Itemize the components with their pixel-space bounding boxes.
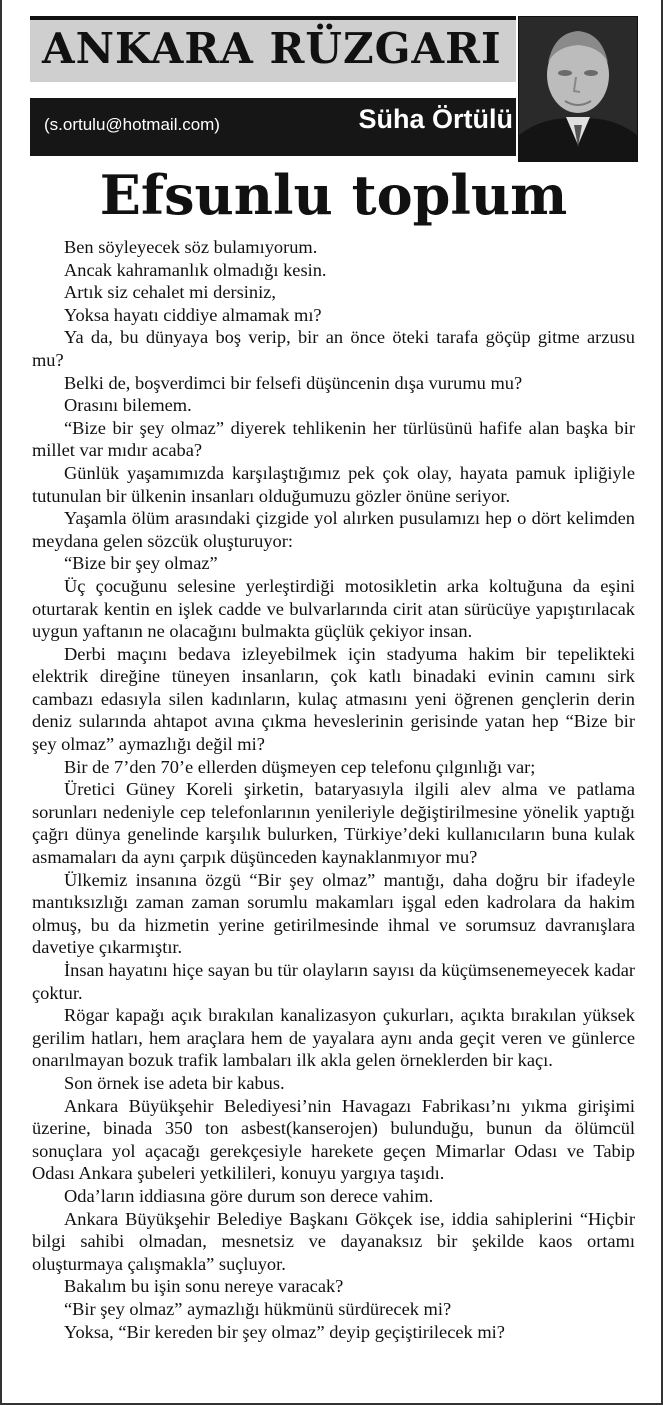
article-paragraph: Günlük yaşamımızda karşılaştığımız pek çok olay, hayata pamuk ipliğiyle tutunulan bir ülkenin insanları olduğumuzu gözler önüne seriyor. — [32, 462, 635, 506]
author-portrait-image — [519, 17, 637, 161]
article-body — [32, 236, 635, 1343]
article-paragraph: Derbi maçını bedava izleyebilmek için stadyuma hakim bir tepelikteki elektrik direğine tüneyen insanların, çok katlı binadaki evinin camını sirk cambazı edasıyla silen kadınların, kulaç atmasını yeni öğrenen gençlerin derin deniz sularında ahtapot avına çıkma heveslerinin gerisinde yatan hep “Bize bir şey olmaz” aymazlığı değil mi? — [32, 643, 635, 755]
article-paragraph: Artık siz cehalet mi dersiniz, — [64, 282, 276, 303]
article-paragraph: Yoksa, “Bir kereden bir şey olmaz” deyip geçiştirilecek mi? — [64, 1321, 505, 1342]
article-paragraph: Üç çocuğunu selesine yerleştirdiği motosikletin arka koltuğuna da eşini oturtarak kentin en işlek cadde ve bulvarlarında cirit atan sürücüye yapıştırılacak uygun yaftanın ne olacağını bulmakta güçlük çekiyor insan. — [32, 575, 635, 642]
author-email: (s.ortulu@hotmail.com) — [44, 115, 220, 134]
article-paragraph: Orasını bilemem. — [64, 395, 192, 416]
article-paragraph: İnsan hayatını hiçe sayan bu tür olayların sayısı da küçümsenemeyecek kadar çoktur. — [32, 960, 635, 1003]
article-paragraph: Bir de 7’den 70’e ellerden düşmeyen cep telefonu çılgınlığı var; — [64, 756, 536, 777]
article-paragraph: Ankara Büyükşehir Belediyesi’nin Havagazı Fabrikası’nı yıkma girişimi üzerine, binada 350 ton asbest(kanserojen) bulunduğu, bunun da ölümcül sonuçlara yol açacağı gerekçesiyle harekete geçen Mimarlar Odası ve Tabip Odası Ankara şubeleri yetkilileri, konuyu yargıya taşıdı. — [32, 1095, 635, 1184]
column-title: ANKARA RÜZGARI — [42, 24, 502, 73]
article-paragraph: Son örnek ise adeta bir kabus. — [64, 1072, 285, 1093]
author-photo — [518, 16, 638, 162]
article-paragraph: Oda’ların iddiasına göre durum son derece vahim. — [64, 1185, 434, 1206]
article-paragraph: “Bir şey olmaz” aymazlığı hükmünü sürdürecek mi? — [64, 1298, 452, 1319]
article-paragraph: “Bize bir şey olmaz” diyerek tehlikenin her türlüsünü hafife alan başka bir millet var mıdır acaba? — [32, 417, 635, 461]
article-paragraph: Ankara Büyükşehir Belediye Başkanı Gökçek ise, iddia sahiplerini “Hiçbir bilgi sahibi olmadan, mesnetsiz ve dayanaksız bir şekilde kaos ortamı oluşturmaya çalışmakla” suçluyor. — [32, 1208, 635, 1274]
article-paragraph: Üretici Güney Koreli şirketin, bataryasıyla ilgili alev alma ve patlama sorunları nedeniyle cep telefonlarının yenileriyle değiştirilmesine yönelik yaptığı çağrı dünya genelinde karşılık bulurken, Türkiye’deki kullanıcıların buna kulak asmamaları da aynı çarpık düşünceden kaynaklanmıyor mu? — [32, 779, 635, 868]
article-paragraph: “Bize bir şey olmaz” — [64, 553, 218, 574]
article-paragraph: Ya da, bu dünyaya boş verip, bir an önce öteki tarafa göçüp gitme arzusu mu? — [32, 327, 635, 370]
article-paragraph: Ancak kahramanlık olmadığı kesin. — [64, 259, 327, 280]
article-headline: Efsunlu toplum — [99, 163, 568, 227]
article-paragraph: Rögar kapağı açık bırakılan kanalizasyon çukurları, açıkta bırakılan yüksek gerilim hatları, hem araçlara hem de yayalara aynı anda geçit veren ve günlerce onarılmayan bozuk trafik lambaları ilk akla gelen örneklerden bir kaçı. — [32, 1005, 635, 1071]
article-paragraph: Yaşamla ölüm arasındaki çizgide yol alırken pusulamızı hep o dört kelimden meydana gelen sözcük oluşturuyor: — [32, 508, 635, 551]
article-paragraph: Ben söyleyecek söz bulamıyorum. — [64, 237, 318, 257]
article-paragraph: Yoksa hayatı ciddiye almamak mı? — [64, 304, 322, 325]
article-paragraph: Bakalım bu işin sonu nereye varacak? — [64, 1276, 344, 1297]
article-paragraph: Ülkemiz insanına özgü “Bir şey olmaz” mantığı, daha doğru bir ifadeyle mantıksızlığı zaman zaman sorumlu makamları işgal eden kadrolara da hakim olmuş, bu da hizmetin yerine getirilmesinde ihmal ve sorumsuz davranışlara davetiye çıkarmıştır. — [32, 869, 635, 958]
author-name: Süha Örtülü — [358, 104, 513, 134]
article-paragraph: Belki de, boşverdimci bir felsefi düşüncenin dışa vurumu mu? — [64, 372, 523, 393]
